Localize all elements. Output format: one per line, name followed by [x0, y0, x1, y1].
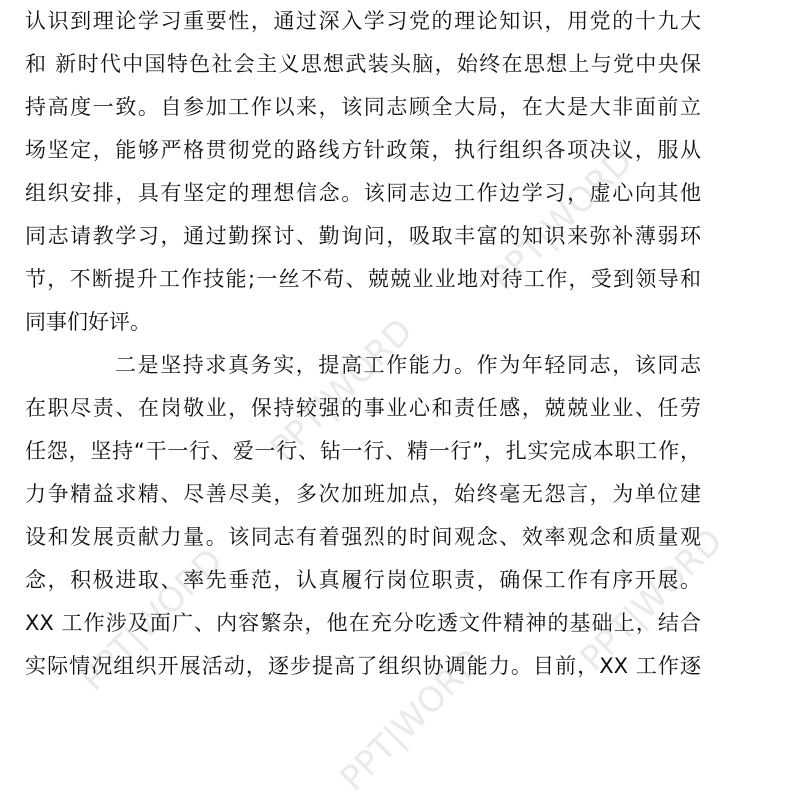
watermark: PPT|WORD — [572, 521, 731, 679]
paragraph-2-line: 力争精益求精、尽善尽美，多次加班加点，始终毫无怨言，为单位建 — [25, 482, 701, 506]
watermark: PPT|WORD — [72, 541, 231, 699]
watermark: PPT|WORD — [262, 311, 421, 469]
paragraph-2-line: XX 工作涉及面广、内容繁杂，他在充分吃透文件精神的基础上，结合 — [25, 611, 701, 635]
paragraph-2-line: 设和发展贡献力量。该同志有着强烈的时间观念、效率观念和质量观 — [25, 525, 701, 549]
watermark: PPT|WORD — [332, 641, 491, 799]
paragraph-1-line: 节，不断提升工作技能;一丝不苟、兢兢业业地对待工作，受到领导和 — [25, 267, 701, 291]
paragraph-1-line: 同事们好评。 — [25, 310, 151, 334]
paragraph-1-line: 持高度一致。自参加工作以来，该同志顾全大局，在大是大非面前立 — [25, 95, 701, 119]
paragraph-1-line: 场坚定，能够严格贯彻党的路线方针政策，执行组织各项决议，服从 — [25, 138, 701, 162]
paragraph-2-line: 二是坚持求真务实，提高工作能力。作为年轻同志，该同志 — [115, 353, 701, 377]
paragraph-1-line: 和 新时代中国特色社会主义思想武装头脑，始终在思想上与党中央保 — [25, 52, 701, 76]
paragraph-2-line: 实际情况组织开展活动，逐步提高了组织协调能力。目前，XX 工作逐 — [25, 654, 701, 678]
watermark: PPT|WORD — [482, 141, 641, 299]
paragraph-1-line: 组织安排，具有坚定的理想信念。该同志边工作边学习，虚心向其他 — [25, 181, 701, 205]
paragraph-2-line: 在职尽责、在岗敬业，保持较强的事业心和责任感，兢兢业业、任劳 — [25, 396, 701, 420]
paragraph-2-line: 任怨，坚持“干一行、爱一行、钻一行、精一行”，扎实完成本职工作， — [25, 439, 701, 463]
paragraph-1-line: 同志请教学习，通过勤探讨、勤询问，吸取丰富的知识来弥补薄弱环 — [25, 224, 701, 248]
paragraph-1-line: 认识到理论学习重要性，通过深入学习党的理论知识，用党的十九大 — [25, 9, 701, 33]
paragraph-2-line: 念，积极进取、率先垂范，认真履行岗位职责，确保工作有序开展。 — [25, 568, 701, 592]
